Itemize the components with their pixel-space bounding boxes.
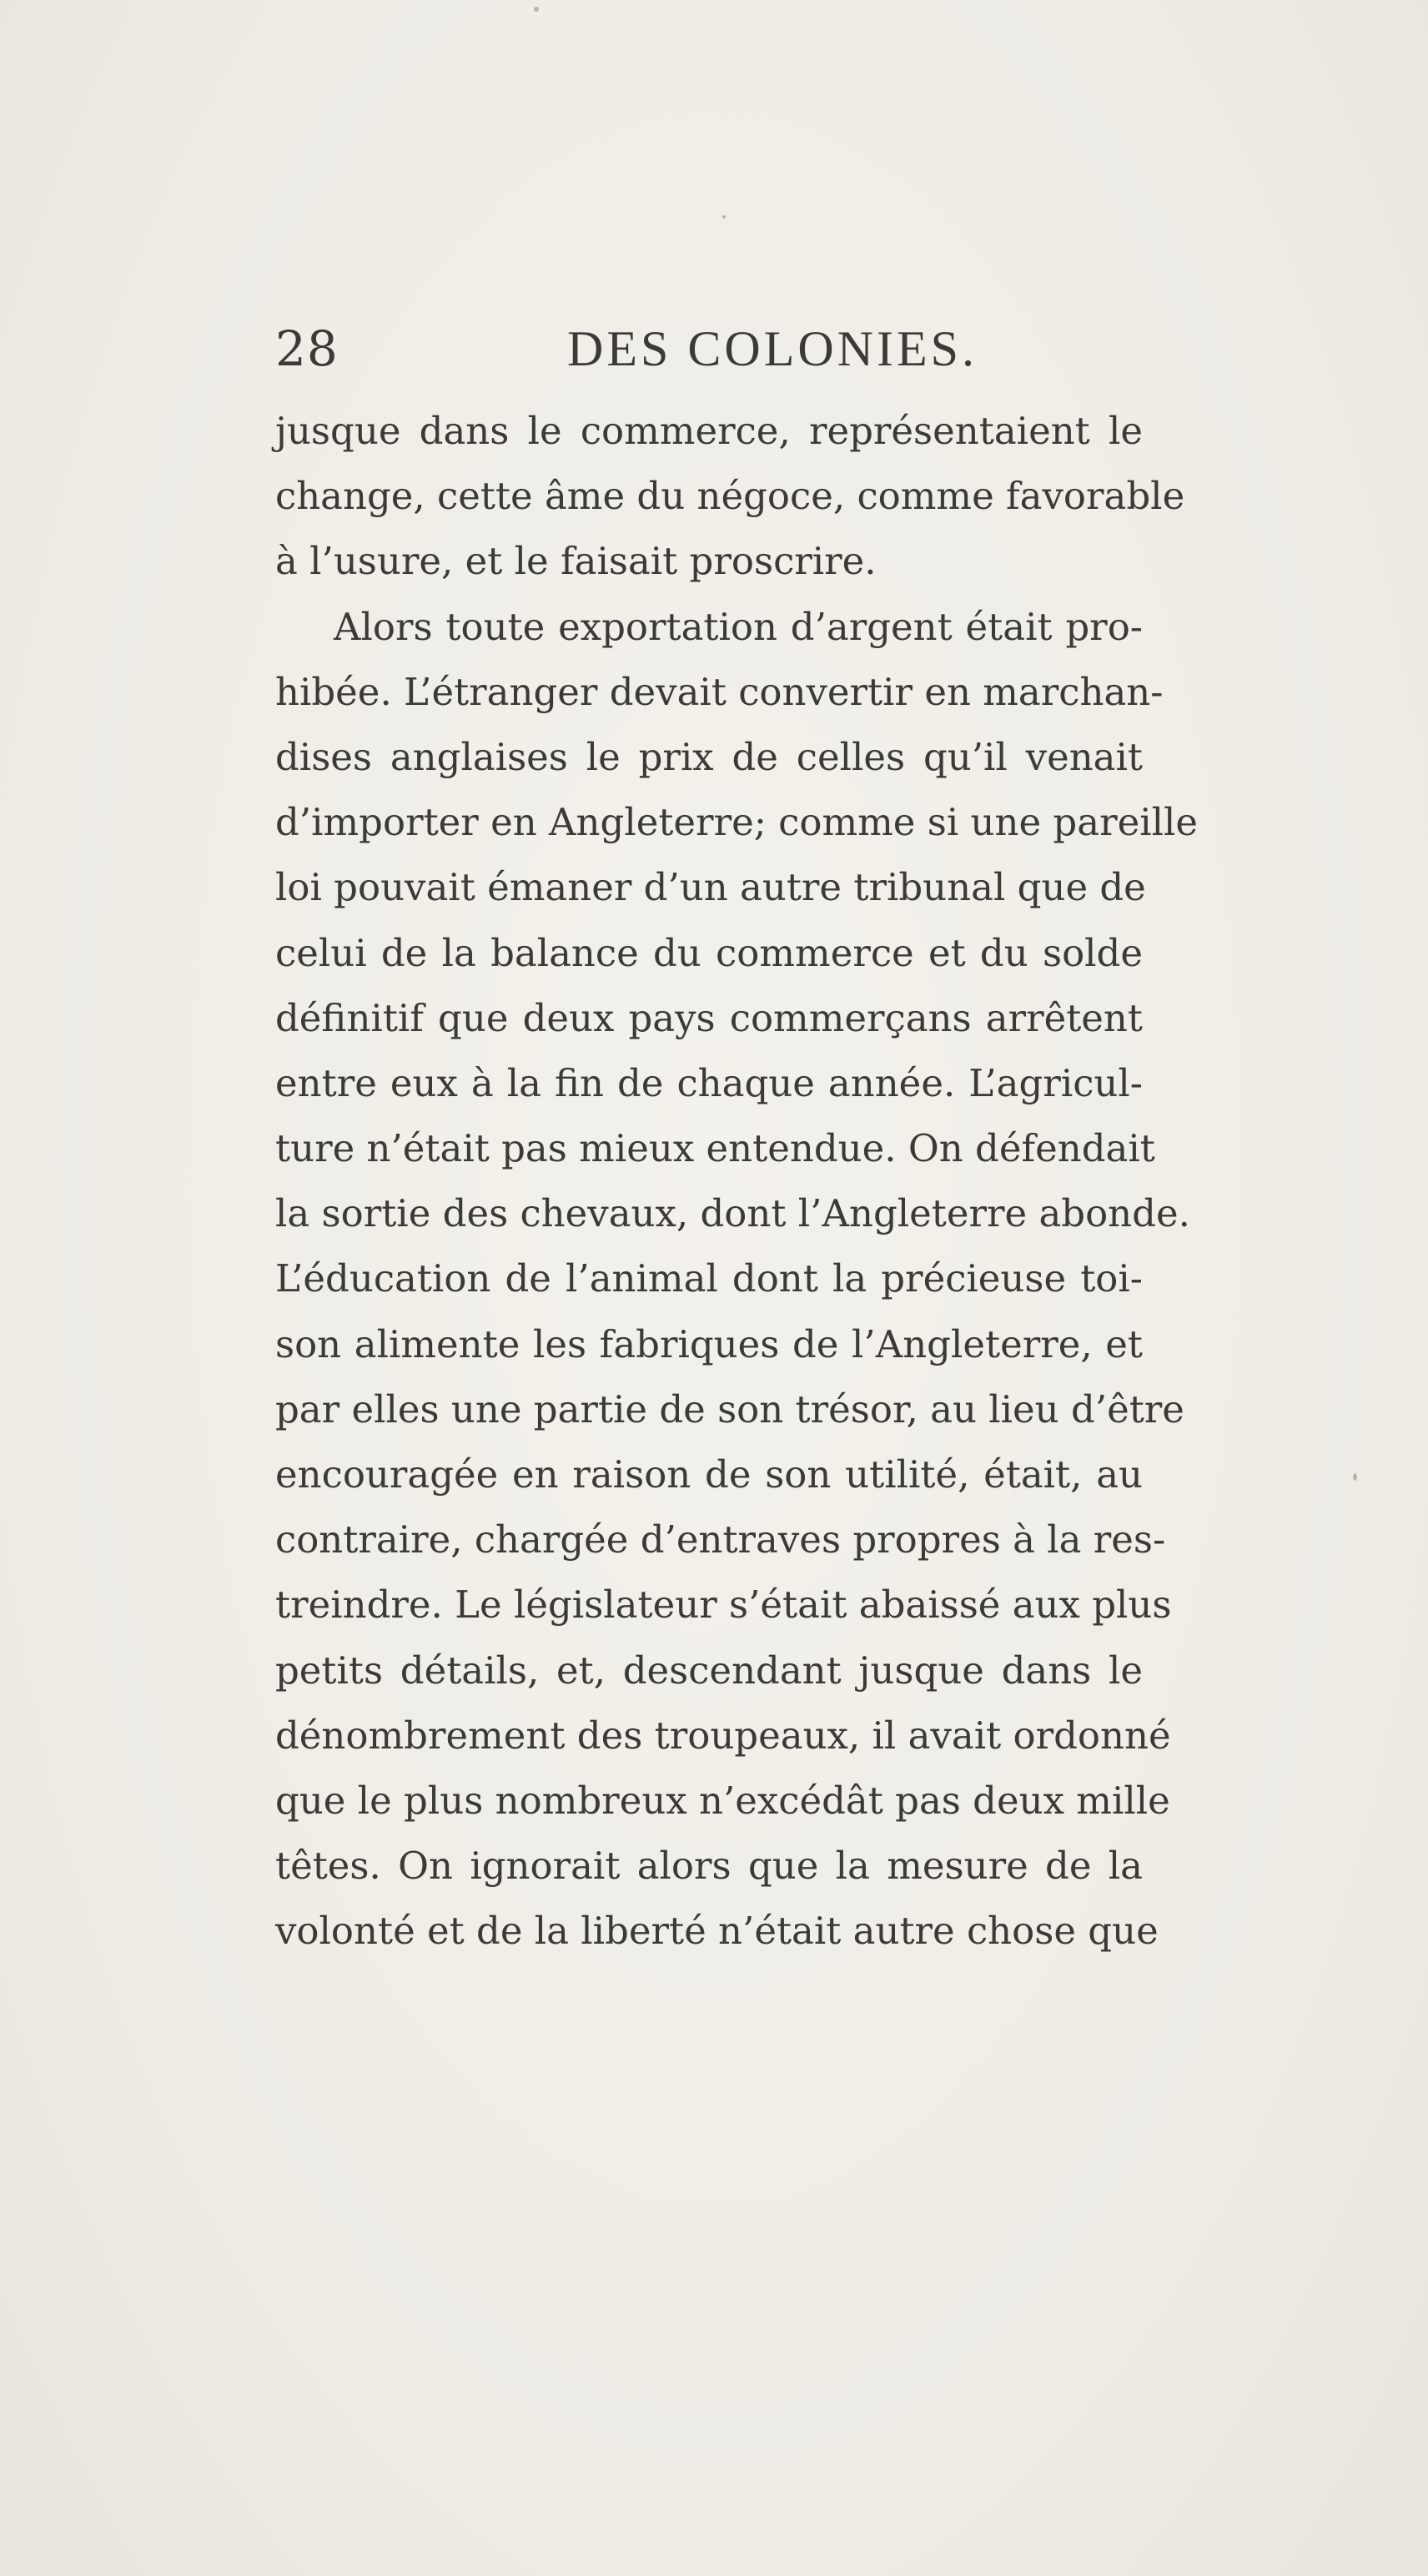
text-line: L’éducation de l’animal dont la précieuse toi- [275, 1256, 1143, 1301]
body-text [275, 399, 1199, 1965]
text-line: contraire, chargée d’entraves propres à la res- [275, 1517, 1166, 1562]
paper-speck [722, 215, 726, 219]
text-line: la sortie des chevaux, dont l’Angleterre abonde. [275, 1191, 1190, 1236]
text-line: loi pouvait émaner d’un autre tribunal que de [275, 865, 1146, 910]
text-line: dénombrement des troupeaux, il avait ordonné [275, 1713, 1171, 1758]
text-line: têtes. On ignorait alors que la mesure de la [275, 1844, 1143, 1889]
page-number: 28 [275, 320, 339, 377]
paper-speck [1353, 1473, 1357, 1481]
text-line: change, cette âme du négoce, comme favorable [275, 474, 1185, 519]
text-line: encouragée en raison de son utilité, était, au [275, 1452, 1143, 1497]
text-line: ture n’était pas mieux entendue. On défendait [275, 1126, 1155, 1171]
text-line: définitif que deux pays commerçans arrêtent [275, 995, 1143, 1040]
text-line: volonté et de la liberté n’était autre chose que [275, 1909, 1159, 1954]
text-line: dises anglaises le prix de celles qu’il venait [275, 734, 1143, 779]
text-line: que le plus nombreux n’excédât pas deux mille [275, 1778, 1170, 1823]
text-line: son alimente les fabriques de l’Angleterre, et [275, 1321, 1143, 1366]
text-line: hibée. L’étranger devait convertir en marchan- [275, 669, 1164, 714]
text-line: entre eux à la fin de chaque année. L’agricul- [275, 1060, 1143, 1105]
running-head: DES COLONIES. [567, 321, 978, 376]
text-line: celui de la balance du commerce et du solde [275, 930, 1143, 975]
text-line: petits détails, et, descendant jusque dans le [275, 1648, 1143, 1693]
text-line: Alors toute exportation d’argent était pro- [334, 604, 1143, 649]
text-line: à l’usure, et le faisait proscrire. [275, 539, 877, 584]
text-line: treindre. Le législateur s’était abaissé aux plus [275, 1582, 1172, 1628]
paper-speck [534, 7, 539, 12]
text-line: par elles une partie de son trésor, au lieu d’être [275, 1386, 1184, 1431]
text-line: jusque dans le commerce, représentaient le [275, 409, 1143, 453]
text-line: d’importer en Angleterre; comme si une pareille [275, 800, 1199, 845]
page-header [275, 315, 1151, 382]
